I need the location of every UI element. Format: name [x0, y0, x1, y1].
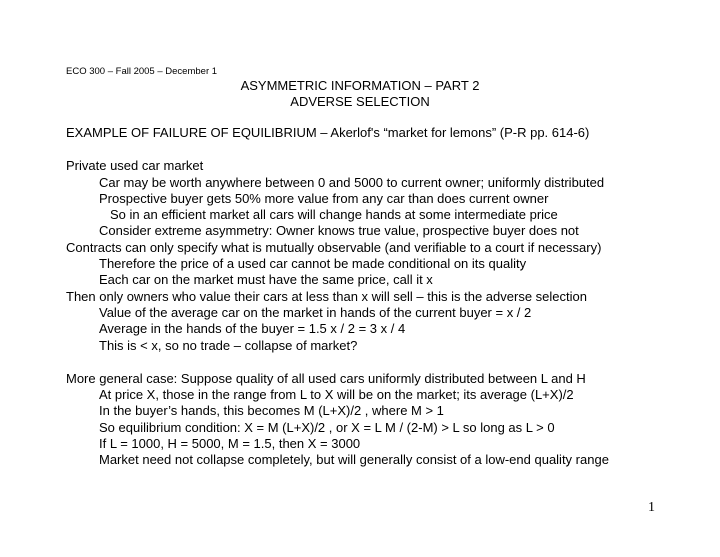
text-line-price-unconditional: Therefore the price of a used car cannot be made conditional on its quality — [99, 256, 527, 271]
example-heading: EXAMPLE OF FAILURE OF EQUILIBRIUM – Akerlof's “market for lemons” (P-R pp. 614-6) — [66, 125, 590, 140]
title-line-2: ADVERSE SELECTION — [290, 94, 430, 109]
text-line-numeric-example: If L = 1000, H = 5000, M = 1.5, then X = 3000 — [99, 436, 361, 451]
text-line-price-x: At price X, those in the range from L to X will be on the market; its average (L+X)/2 — [99, 387, 574, 402]
text-line-same-price: Each car on the market must have the same price, call it x — [99, 272, 433, 287]
text-line-buyer-average: Average in the hands of the buyer = 1.5 x / 2 = 3 x / 4 — [99, 321, 406, 336]
text-line-car-value: Car may be worth anywhere between 0 and 5000 to current owner; uniformly distributed — [99, 175, 605, 190]
text-line-conclusion: Market need not collapse completely, but will generally consist of a low-end quality range — [99, 452, 609, 467]
page-number: 1 — [648, 500, 655, 515]
text-line-average-value: Value of the average car on the market in hands of the current buyer = x / 2 — [99, 305, 532, 320]
text-line-equilibrium: So equilibrium condition: X = M (L+X)/2 , or X = L M / (2-M) > L so long as L > 0 — [99, 420, 555, 435]
course-line: ECO 300 – Fall 2005 – December 1 — [66, 66, 218, 77]
text-line-buyer-value: Prospective buyer gets 50% more value from any car than does current owner — [99, 191, 549, 206]
text-line-general-case: More general case: Suppose quality of all used cars uniformly distributed between L and H — [66, 371, 586, 386]
text-line-contracts: Contracts can only specify what is mutually observable (and verifiable to a court if necessary) — [66, 240, 602, 255]
text-line-no-trade: This is < x, so no trade – collapse of market? — [99, 338, 358, 353]
text-line-adverse-selection: Then only owners who value their cars at less than x will sell – this is the adverse selection — [66, 289, 587, 304]
text-line-buyers-hands: In the buyer’s hands, this becomes M (L+X)/2 , where M > 1 — [99, 403, 444, 418]
title-line-1: ASYMMETRIC INFORMATION – PART 2 — [240, 78, 480, 93]
text-line-private-market: Private used car market — [66, 158, 204, 173]
text-line-asymmetry: Consider extreme asymmetry: Owner knows true value, prospective buyer does not — [99, 223, 579, 238]
text-line-efficient-market: So in an efficient market all cars will change hands at some intermediate price — [110, 207, 558, 222]
